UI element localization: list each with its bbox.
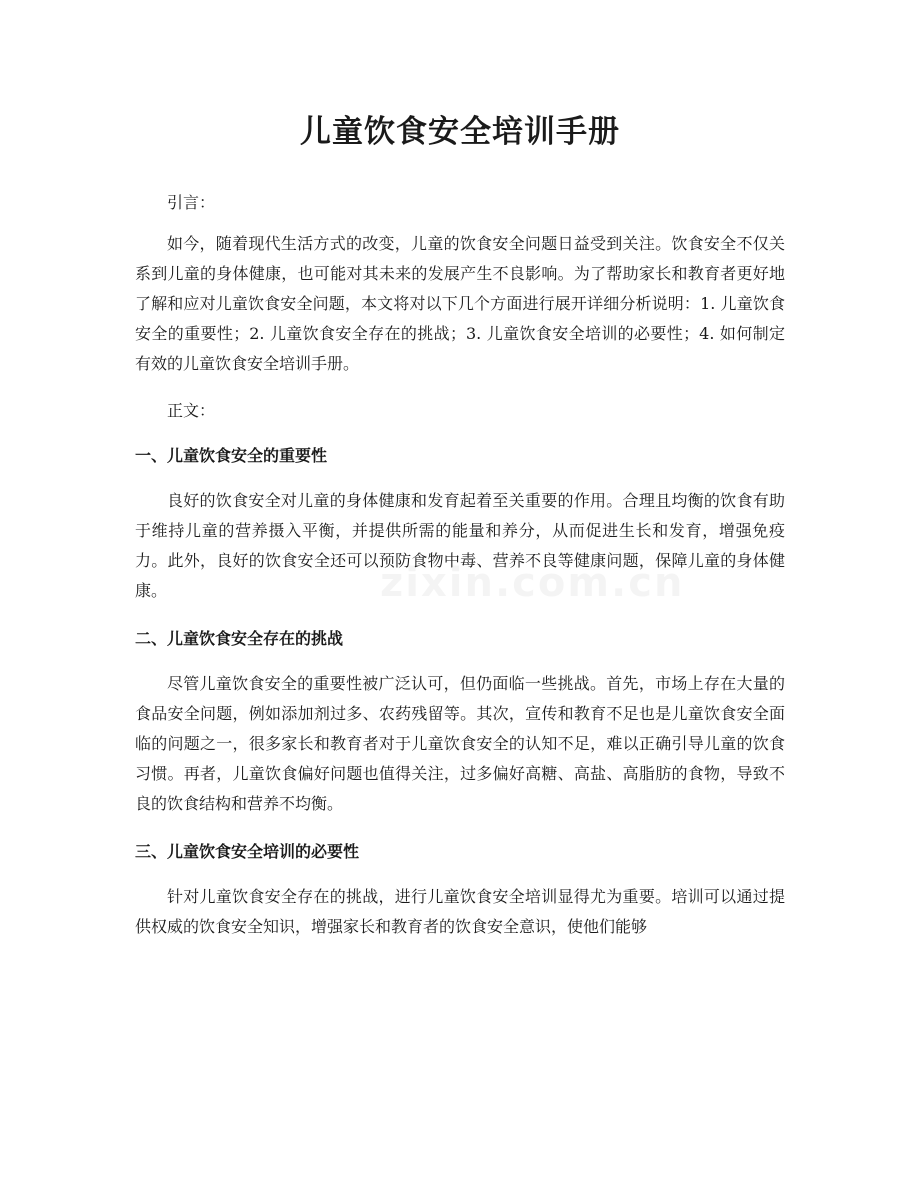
section-1-heading: 一、儿童饮食安全的重要性 xyxy=(135,446,328,465)
section-1-paragraph: 良好的饮食安全对儿童的身体健康和发育起着至关重要的作用。合理且均衡的饮食有助于维持儿童的营养摄入平衡，并提供所需的能量和养分，从而促进生长和发育，增强免疫力。此外，良好的饮食安全还可以预防食物中毒、营养不良等健康问题，保障儿童的身体健康。 xyxy=(135,491,785,600)
section-3-heading: 三、儿童饮食安全培训的必要性 xyxy=(135,842,360,861)
intro-label: 引言： xyxy=(167,193,216,212)
section-2-heading: 二、儿童饮食安全存在的挑战 xyxy=(135,629,344,648)
section-3-paragraph: 针对儿童饮食安全存在的挑战，进行儿童饮食安全培训显得尤为重要。培训可以通过提供权威的饮食安全知识，增强家长和教育者的饮食安全意识，使他们能够 xyxy=(135,887,785,936)
section-2-paragraph: 尽管儿童饮食安全的重要性被广泛认可，但仍面临一些挑战。首先，市场上存在大量的食品安全问题，例如添加剂过多、农药残留等。其次，宣传和教育不足也是儿童饮食安全面临的问题之一，很多家长和教育者对于儿童饮食安全的认知不足，难以正确引导儿童的饮食习惯。再者，儿童饮食偏好问题也值得关注，过多偏好高糖、高盐、高脂肪的食物，导致不良的饮食结构和营养不均衡。 xyxy=(135,674,785,813)
document-title: 儿童饮食安全培训手册 xyxy=(300,114,620,150)
body-label: 正文： xyxy=(167,401,216,420)
intro-paragraph: 如今，随着现代生活方式的改变，儿童的饮食安全问题日益受到关注。饮食安全不仅关系到儿童的身体健康，也可能对其未来的发展产生不良影响。为了帮助家长和教育者更好地了解和应对儿童饮食安全问题，本文将对以下几个方面进行展开详细分析说明：1. 儿童饮食安全的重要性；2. 儿童饮食安全存在的挑战；3. 儿童饮食安全培训的必要性；4. 如何制定有效的儿童饮食安全培训手册。 xyxy=(135,234,785,373)
